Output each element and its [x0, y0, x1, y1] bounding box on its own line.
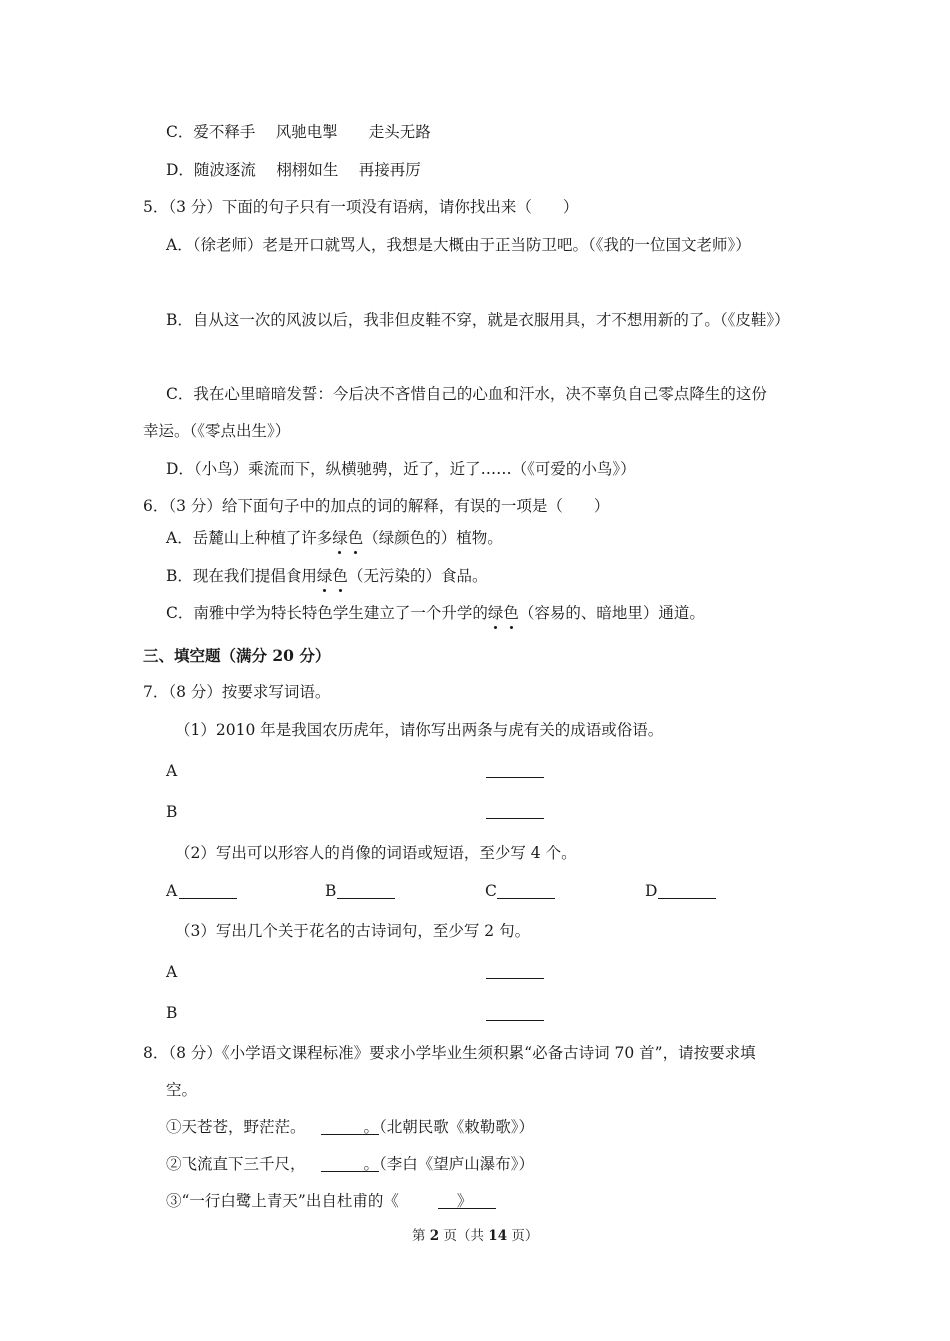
answer-blank[interactable] — [486, 1020, 544, 1021]
q8-stem-line2: 空。 — [166, 1081, 198, 1099]
answer-blank[interactable] — [337, 898, 395, 899]
q6-a-after: （绿颜色的）植物。 — [363, 529, 503, 547]
q6-option-c — [166, 603, 705, 623]
q8-item-3 — [166, 1191, 472, 1211]
q7-sub2-label-b: B — [325, 882, 337, 900]
section-heading: 三、填空题（满分 20 分） — [143, 646, 331, 665]
q7-sub2-label-c: C — [485, 882, 497, 900]
answer-blank[interactable] — [438, 1208, 496, 1209]
dotted-char: 色 — [347, 529, 364, 547]
q5-option-d: D．（小鸟）乘流而下，纵横驰骋，近了，近了……（《可爱的小鸟》） — [166, 460, 636, 478]
answer-blank[interactable] — [486, 818, 544, 819]
q8-item3-after: 》 — [456, 1192, 473, 1210]
dotted-char: 绿 — [487, 604, 504, 622]
q5-stem: 5．（3 分）下面的句子只有一项没有语病，请你找出来（ ） — [143, 198, 579, 216]
q6-b-after: （无污染的）食品。 — [347, 567, 488, 585]
footer-suffix: 页） — [507, 1228, 539, 1244]
q5-option-a: A．（徐老师）老是开口就骂人，我想是大概由于正当防卫吧。（《我的一位国文老师》） — [166, 236, 751, 254]
footer-middle: 页（共 — [439, 1228, 489, 1244]
q7-sub3: （3）写出几个关于花名的古诗词句，至少写 2 句。 — [175, 922, 531, 940]
q6-c-after: （容易的、暗地里）通道。 — [518, 604, 705, 622]
answer-blank[interactable] — [497, 898, 555, 899]
q4-option-d: D．随波逐流 栩栩如生 再接再厉 — [166, 161, 421, 179]
q6-c-before: C．南雅中学为特长特色学生建立了一个升学的 — [166, 604, 488, 622]
q7-sub1: （1）2010 年是我国农历虎年，请你写出两条与虎有关的成语或俗语。 — [175, 721, 664, 739]
footer-total-pages: 14 — [488, 1228, 508, 1244]
q6-option-b — [166, 566, 487, 586]
q7-sub3-label-b: B — [166, 1004, 178, 1022]
q8-item2-after: 。（李白《望庐山瀑布》） — [363, 1155, 535, 1173]
q7-sub1-label-a: A — [166, 762, 178, 780]
q6-stem: 6．（3 分）给下面句子中的加点的词的解释，有误的一项是（ ） — [143, 497, 610, 515]
q7-sub2: （2）写出可以形容人的肖像的词语或短语，至少写 4 个。 — [175, 844, 577, 862]
q5-option-b: B．自从这一次的风波以后，我非但皮鞋不穿，就是衣服用具，才不想用新的了。（《皮鞋》） — [166, 311, 790, 329]
dotted-char: 绿 — [316, 567, 333, 585]
q7-sub2-label-a: A — [166, 882, 178, 900]
q5-option-c-line1: C．我在心里暗暗发誓：今后决不吝惜自己的心血和汗水，决不辜负自己零点降生的这份 — [166, 385, 767, 403]
q4-option-c: C．爱不释手 风驰电掣 走头无路 — [166, 123, 431, 141]
q8-item1-before: ①天苍苍，野茫茫。 — [166, 1118, 306, 1136]
page-footer — [412, 1226, 538, 1246]
q6-option-a — [166, 528, 503, 548]
q5-option-c-line2: 幸运。（《零点出生》） — [143, 422, 291, 440]
answer-blank[interactable] — [658, 898, 716, 899]
q7-sub3-label-a: A — [166, 963, 178, 981]
dotted-char: 色 — [503, 604, 519, 622]
answer-blank[interactable] — [321, 1134, 379, 1135]
answer-blank[interactable] — [321, 1171, 379, 1172]
q6-a-before: A．岳麓山上种植了许多 — [166, 529, 333, 547]
answer-blank[interactable] — [486, 777, 544, 778]
q7-sub2-label-d: D — [645, 882, 658, 900]
footer-prefix: 第 — [412, 1228, 430, 1244]
q8-item3-before: ③“一行白鹭上青天”出自杜甫的《 — [166, 1192, 399, 1210]
q8-item1-after: 。（北朝民歌《敕勒歌》） — [363, 1118, 535, 1136]
q6-b-before: B．现在我们提倡食用 — [166, 567, 317, 585]
answer-blank[interactable] — [486, 978, 544, 979]
dotted-char: 绿 — [332, 529, 348, 547]
dotted-char: 色 — [332, 567, 348, 585]
q8-stem-line1: 8．（8 分）《小学语文课程标准》要求小学毕业生须积累“必备古诗词 70 首”，请按要求填 — [143, 1044, 756, 1062]
q7-sub1-label-b: B — [166, 803, 178, 821]
footer-page-number: 2 — [429, 1228, 440, 1244]
answer-blank[interactable] — [179, 898, 237, 899]
q7-stem: 7．（8 分）按要求写词语。 — [143, 683, 331, 701]
q8-item2-before: ②飞流直下三千尺， — [166, 1155, 306, 1173]
